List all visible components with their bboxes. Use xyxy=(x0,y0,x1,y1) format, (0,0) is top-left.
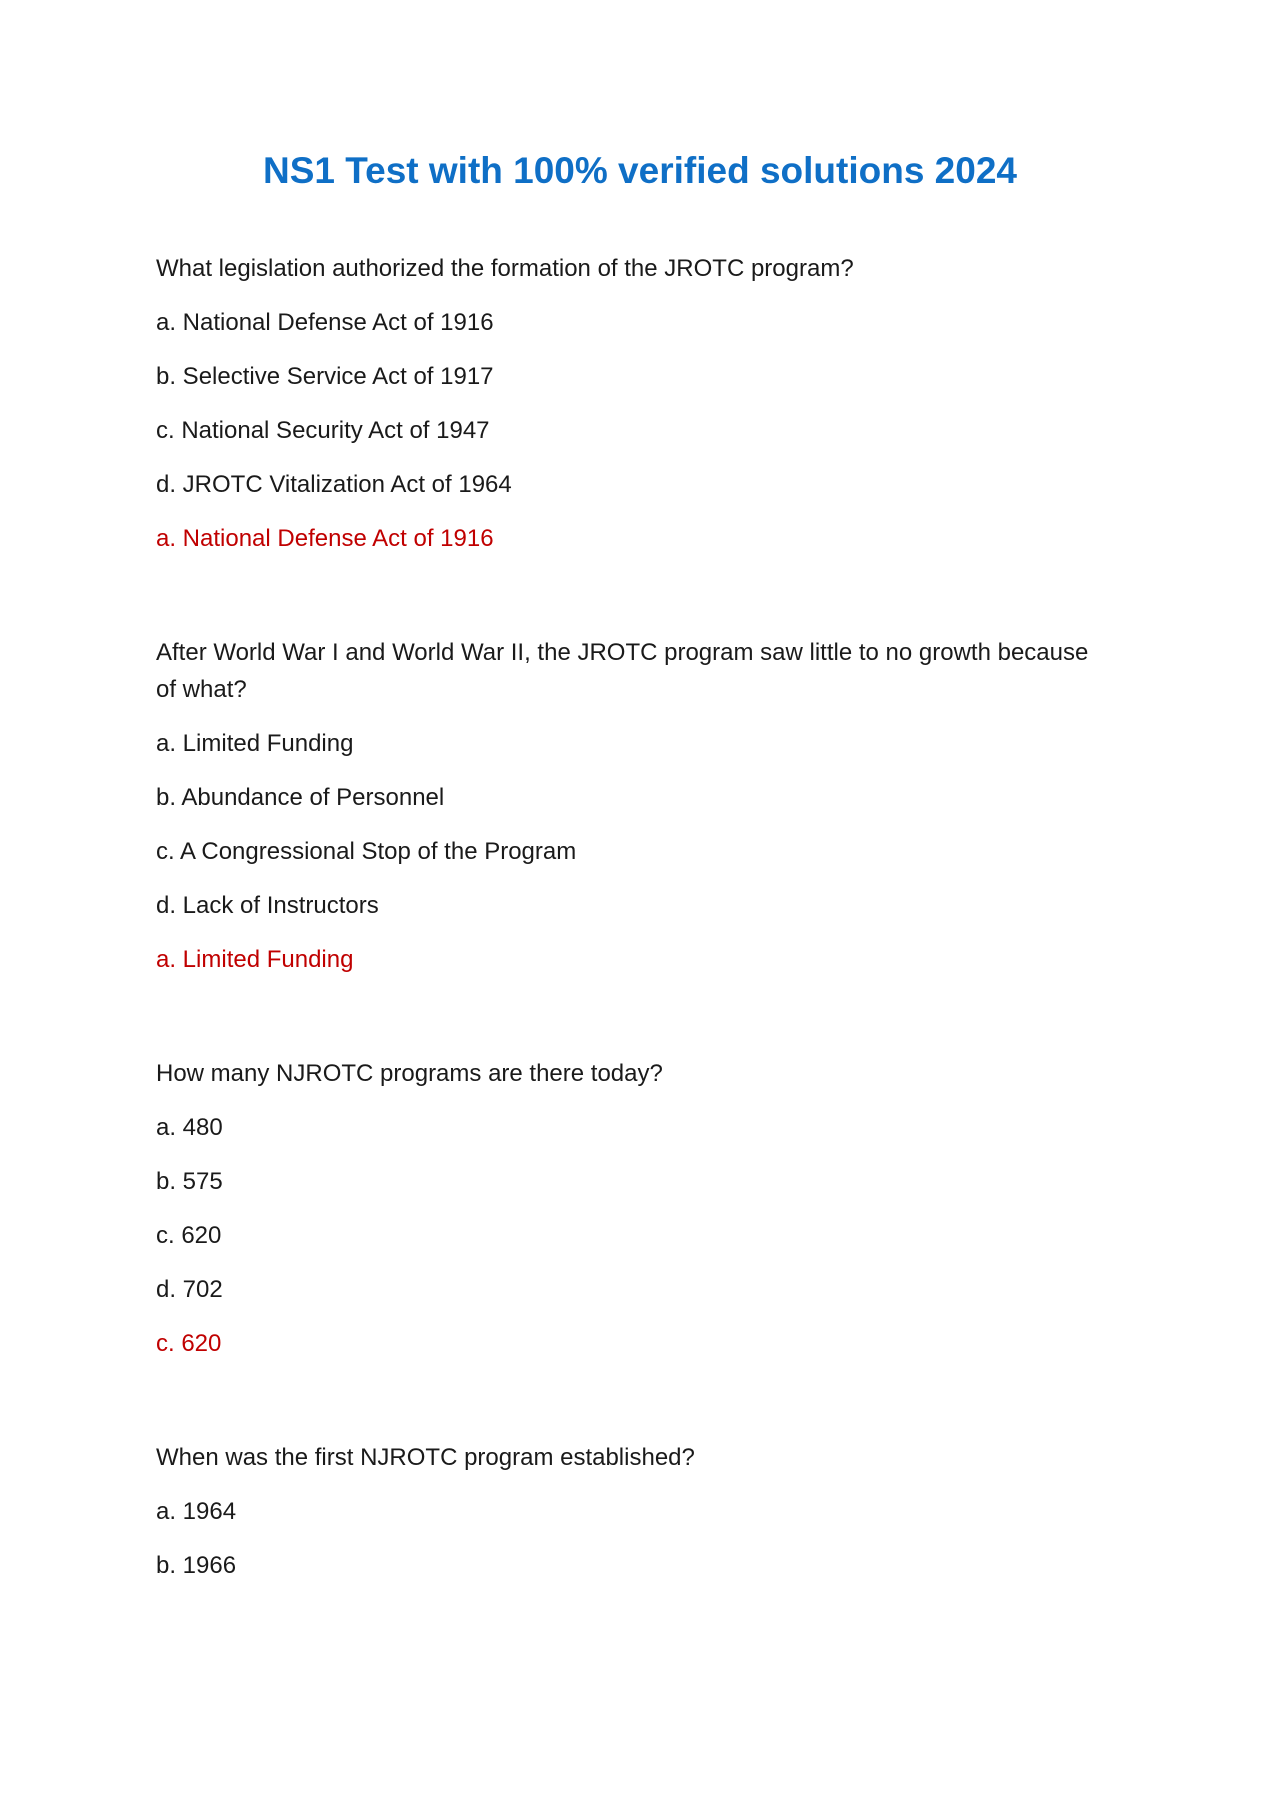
option-b: b. 1966 xyxy=(156,1552,237,1579)
option-b: b. Selective Service Act of 1917 xyxy=(156,363,494,390)
option-d: d. JROTC Vitalization Act of 1964 xyxy=(156,471,512,498)
option-c: c. 620 xyxy=(156,1222,222,1249)
question-block-3 xyxy=(156,1055,1096,1362)
question-text: After World War I and World War II, the JROTC program saw little to no growth because of what? xyxy=(156,639,1089,703)
correct-answer: a. Limited Funding xyxy=(156,946,354,973)
question-block-4 xyxy=(156,1439,1096,1584)
document-body xyxy=(156,250,1096,1661)
option-a: a. 1964 xyxy=(156,1498,237,1525)
question-text: When was the first NJROTC program established? xyxy=(156,1444,695,1471)
option-a: a. Limited Funding xyxy=(156,730,354,757)
document-title: NS1 Test with 100% verified solutions 2024 xyxy=(263,150,1017,191)
option-b: b. Abundance of Personnel xyxy=(156,784,445,811)
option-c: c. A Congressional Stop of the Program xyxy=(156,838,577,865)
correct-answer: a. National Defense Act of 1916 xyxy=(156,525,494,552)
option-d: d. 702 xyxy=(156,1276,223,1303)
option-d: d. Lack of Instructors xyxy=(156,892,379,919)
question-block-2 xyxy=(156,634,1096,978)
question-block-1 xyxy=(156,250,1096,557)
correct-answer: c. 620 xyxy=(156,1330,222,1357)
option-a: a. 480 xyxy=(156,1114,223,1141)
option-a: a. National Defense Act of 1916 xyxy=(156,309,494,336)
option-b: b. 575 xyxy=(156,1168,223,1195)
question-text: How many NJROTC programs are there today? xyxy=(156,1060,663,1087)
question-text: What legislation authorized the formation of the JROTC program? xyxy=(156,255,854,282)
option-c: c. National Security Act of 1947 xyxy=(156,417,490,444)
